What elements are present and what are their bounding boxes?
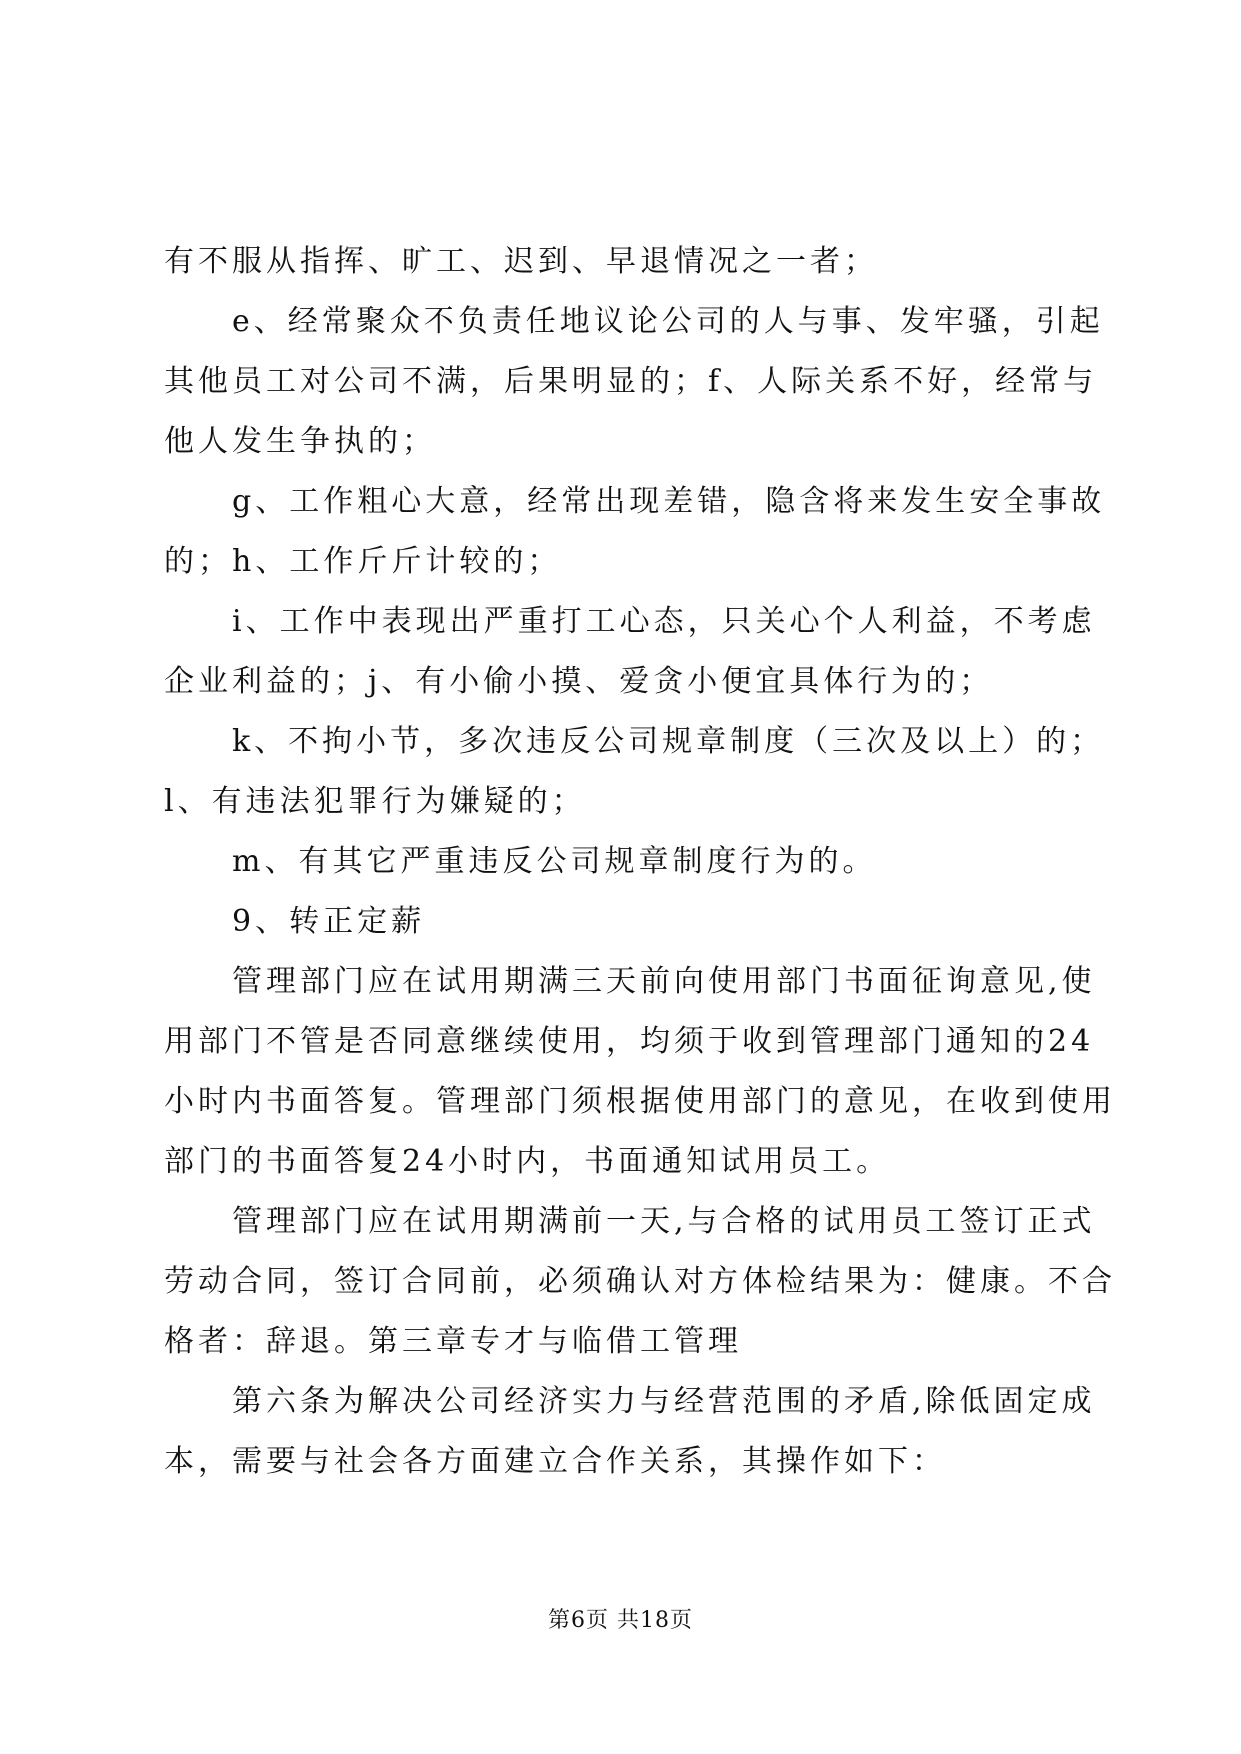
text-line: 他人发生争执的；: [164, 424, 436, 459]
text-line: 劳动合同，签订合同前，必须确认对方体检结果为：健康。不合: [164, 1264, 1116, 1299]
text-line: k、不拘小节，多次违反公司规章制度（三次及以上）的；: [232, 724, 1105, 759]
text-line: 有不服从指挥、旷工、迟到、早退情况之一者；: [164, 244, 878, 279]
text-line: 第六条为解决公司经济实力与经营范围的矛盾,除低固定成: [232, 1384, 1096, 1419]
text-line: g、工作粗心大意，经常出现差错，隐含将来发生安全事故: [232, 484, 1106, 519]
text-line: 用部门不管是否同意继续使用，均须于收到管理部门通知的24: [164, 1024, 1095, 1059]
text-line: m、有其它严重违反公司规章制度行为的。: [232, 844, 877, 879]
text-line: 小时内书面答复。管理部门须根据使用部门的意见，在收到使用: [164, 1084, 1116, 1119]
text-line: 的；h、工作斤斤计较的；: [164, 544, 562, 579]
text-line: 企业利益的；j、有小偷小摸、爱贪小便宜具体行为的；: [164, 664, 994, 699]
text-line: l、有违法犯罪行为嫌疑的；: [164, 784, 586, 819]
text-line: 管理部门应在试用期满前一天,与合格的试用员工签订正式: [232, 1204, 1096, 1239]
text-line: i、工作中表现出严重打工心态，只关心个人利益，不考虑: [232, 604, 1096, 639]
text-line: 部门的书面答复24小时内，书面通知试用员工。: [164, 1144, 891, 1179]
section-heading: 9、转正定薪: [232, 904, 426, 939]
text-line: e、经常聚众不负责任地议论公司的人与事、发牢骚，引起: [232, 304, 1104, 339]
text-line: 管理部门应在试用期满三天前向使用部门书面征询意见,使: [232, 964, 1096, 999]
page-footer: [0, 1606, 1241, 1636]
text-line: 格者：辞退。第三章专才与临借工管理: [164, 1324, 742, 1359]
document-body: [164, 232, 1116, 1492]
page-number: 第6页 共18页: [548, 1608, 693, 1633]
text-line: 其他员工对公司不满，后果明显的；f、人际关系不好，经常与: [164, 364, 1098, 399]
text-line: 本，需要与社会各方面建立合作关系，其操作如下：: [164, 1444, 946, 1479]
